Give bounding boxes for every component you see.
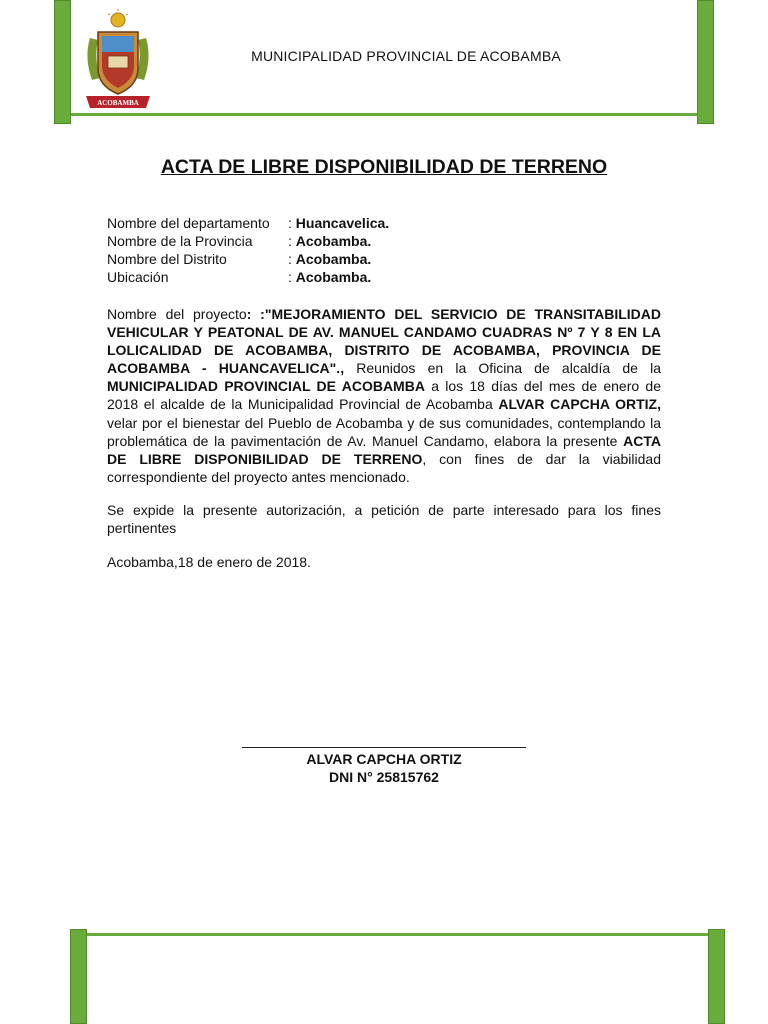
project-colons: : : bbox=[246, 306, 265, 322]
field-separator: : bbox=[288, 215, 296, 231]
field-province bbox=[107, 232, 371, 250]
field-department bbox=[107, 214, 389, 232]
body-paragraph bbox=[107, 305, 661, 486]
organization-header: MUNICIPALIDAD PROVINCIAL DE ACOBAMBA bbox=[251, 48, 561, 64]
svg-text:ACOBAMBA: ACOBAMBA bbox=[97, 99, 139, 107]
field-value: Acobamba. bbox=[295, 269, 372, 285]
signature-line bbox=[242, 747, 526, 748]
field-value: Acobamba. bbox=[295, 233, 372, 249]
mayor-name: ALVAR CAPCHA ORTIZ, bbox=[498, 396, 661, 413]
field-label: Nombre del Distrito bbox=[107, 251, 227, 267]
authorization-paragraph: Se expide la presente autorización, a petición de parte interesado para los fines pertinentes bbox=[107, 502, 661, 536]
field-label: Nombre del departamento bbox=[107, 215, 270, 231]
municipality-name: MUNICIPALIDAD PROVINCIAL DE ACOBAMBA bbox=[107, 378, 425, 395]
frame-bottom-rule bbox=[87, 933, 708, 936]
field-district bbox=[107, 250, 371, 268]
body-text: a los 18 días del mes de enero de 2018 el alcalde de la Municipalidad Provincial de Acobamba bbox=[107, 378, 661, 413]
signatory-dni: DNI N° 25815762 bbox=[329, 769, 439, 785]
document-title: ACTA DE LIBRE DISPONIBILIDAD DE TERRENO bbox=[160, 156, 608, 178]
field-value: Acobamba. bbox=[295, 251, 372, 267]
project-label: Nombre del proyecto bbox=[107, 306, 247, 322]
field-separator: : bbox=[288, 233, 296, 249]
field-label: Ubicación bbox=[107, 269, 169, 285]
place-date: Acobamba,18 de enero de 2018. bbox=[107, 554, 311, 570]
frame-bottom-left-bar bbox=[70, 929, 87, 1024]
body-text: , con fines de dar la viabilidad correspondiente del proyecto antes mencionado. bbox=[107, 450, 662, 485]
act-name: ACTA DE LIBRE DISPONIBILIDAD DE TERRENO bbox=[107, 432, 661, 467]
body-text: velar por el bienestar del Pueblo de Acobamba y de sus comunidades, contemplando la problemática de la pavimentación de Av. Manuel Candamo, elabora la presente bbox=[107, 414, 661, 449]
signatory-name: ALVAR CAPCHA ORTIZ bbox=[306, 751, 462, 767]
field-value: Huancavelica. bbox=[295, 215, 390, 231]
body-text: Reunidos en la Oficina de alcaldía de la bbox=[344, 360, 661, 377]
field-label: Nombre de la Provincia bbox=[107, 233, 253, 249]
frame-bottom-right-bar bbox=[708, 929, 725, 1024]
field-location bbox=[107, 268, 371, 286]
frame-top-rule bbox=[71, 113, 697, 116]
project-name: "MEJORAMIENTO DEL SERVICIO DE TRANSITABILIDAD VEHICULAR Y PEATONAL DE AV. MANUEL CANDAMO CUADRAS Nº 7 Y 8 EN LA LOLICALIDAD DE ACOBAMBA, DISTRITO DE ACOBAMBA, PROVINCIA DE ACOBAMBA - HUANCAVELICA"., bbox=[107, 306, 662, 377]
field-separator: : bbox=[288, 269, 296, 285]
field-separator: : bbox=[288, 251, 296, 267]
